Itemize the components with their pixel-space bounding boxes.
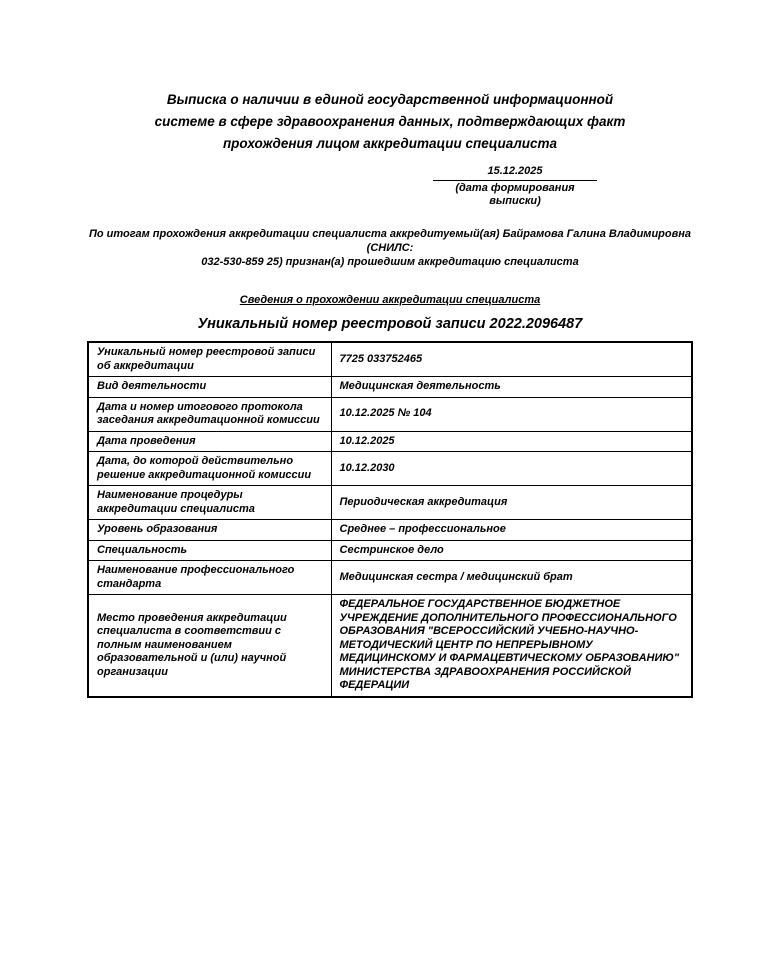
- table-row: [88, 486, 692, 520]
- field-value: Периодическая аккредитация: [331, 486, 692, 520]
- field-value: Сестринское дело: [331, 540, 692, 561]
- intro-line-2: 032-530-859 25) признан(а) прошедшим аккредитацию специалиста: [201, 256, 579, 268]
- registry-number-line: Уникальный номер реестровой записи 2022.2096487: [197, 316, 583, 332]
- accreditation-table: [87, 341, 693, 698]
- field-label: Место проведения аккредитации специалиста в соответствии с полным наименованием образовательной и (или) научной организации: [88, 595, 331, 697]
- table-row: [88, 452, 692, 486]
- issue-date-block: [433, 165, 597, 208]
- field-value: Медицинская сестра / медицинский брат: [331, 561, 692, 595]
- field-label: Наименование профессионального стандарта: [88, 561, 331, 595]
- intro-paragraph: [70, 227, 710, 269]
- intro-line-1: По итогам прохождения аккредитации специалиста аккредитуемый(ая) Байрамова Галина Владимировна (СНИЛС:: [88, 228, 692, 254]
- field-label: Наименование процедуры аккредитации специалиста: [88, 486, 331, 520]
- table-row: [88, 342, 692, 377]
- field-value: 10.12.2025 № 104: [331, 397, 692, 431]
- issue-date-value: 15.12.2025: [433, 165, 597, 181]
- document-title-line-1: Выписка о наличии в единой государственной информационной: [166, 92, 614, 107]
- field-label: Уникальный номер реестровой записи об аккредитации: [88, 342, 331, 377]
- field-label: Дата и номер итогового протокола заседания аккредитационной комиссии: [88, 397, 331, 431]
- document-page: [0, 89, 780, 979]
- field-label: Вид деятельности: [88, 377, 331, 398]
- document-title: [0, 89, 780, 155]
- table-row: [88, 431, 692, 452]
- field-value: ФЕДЕРАЛЬНОЕ ГОСУДАРСТВЕННОЕ БЮДЖЕТНОЕ УЧРЕЖДЕНИЕ ДОПОЛНИТЕЛЬНОГО ПРОФЕССИОНАЛЬНОГО ОБРАЗОВАНИЯ "ВСЕРОССИЙСКИЙ УЧЕБНО-НАУЧНО-МЕТОДИЧЕСКИЙ ЦЕНТР ПО НЕПРЕРЫВНОМУ МЕДИЦИНСКОМУ И ФАРМАЦЕВТИЧЕСКОМУ ОБРАЗОВАНИЮ" МИНИСТЕРСТВА ЗДРАВООХРАНЕНИЯ РОССИЙСКОЙ ФЕДЕРАЦИИ: [331, 595, 692, 697]
- field-value: Среднее – профессиональное: [331, 520, 692, 541]
- field-value: Медицинская деятельность: [331, 377, 692, 398]
- field-value: 7725 033752465: [331, 342, 692, 377]
- accreditation-table-body: [88, 342, 692, 697]
- table-row: [88, 377, 692, 398]
- field-label: Специальность: [88, 540, 331, 561]
- field-label: Уровень образования: [88, 520, 331, 541]
- field-value: 10.12.2025: [331, 431, 692, 452]
- document-title-line-2: системе в сфере здравоохранения данных, подтверждающих факт: [154, 114, 626, 129]
- table-row: [88, 561, 692, 595]
- issue-date-caption: (дата формирования выписки): [455, 182, 575, 207]
- table-row: [88, 397, 692, 431]
- field-value: 10.12.2030: [331, 452, 692, 486]
- field-label: Дата проведения: [88, 431, 331, 452]
- table-row: [88, 595, 692, 697]
- field-label: Дата, до которой действительно решение аккредитационной комиссии: [88, 452, 331, 486]
- table-row: [88, 520, 692, 541]
- table-row: [88, 540, 692, 561]
- section-heading: Сведения о прохождении аккредитации специалиста: [239, 294, 541, 306]
- document-title-line-3: прохождения лицом аккредитации специалиста: [222, 136, 558, 151]
